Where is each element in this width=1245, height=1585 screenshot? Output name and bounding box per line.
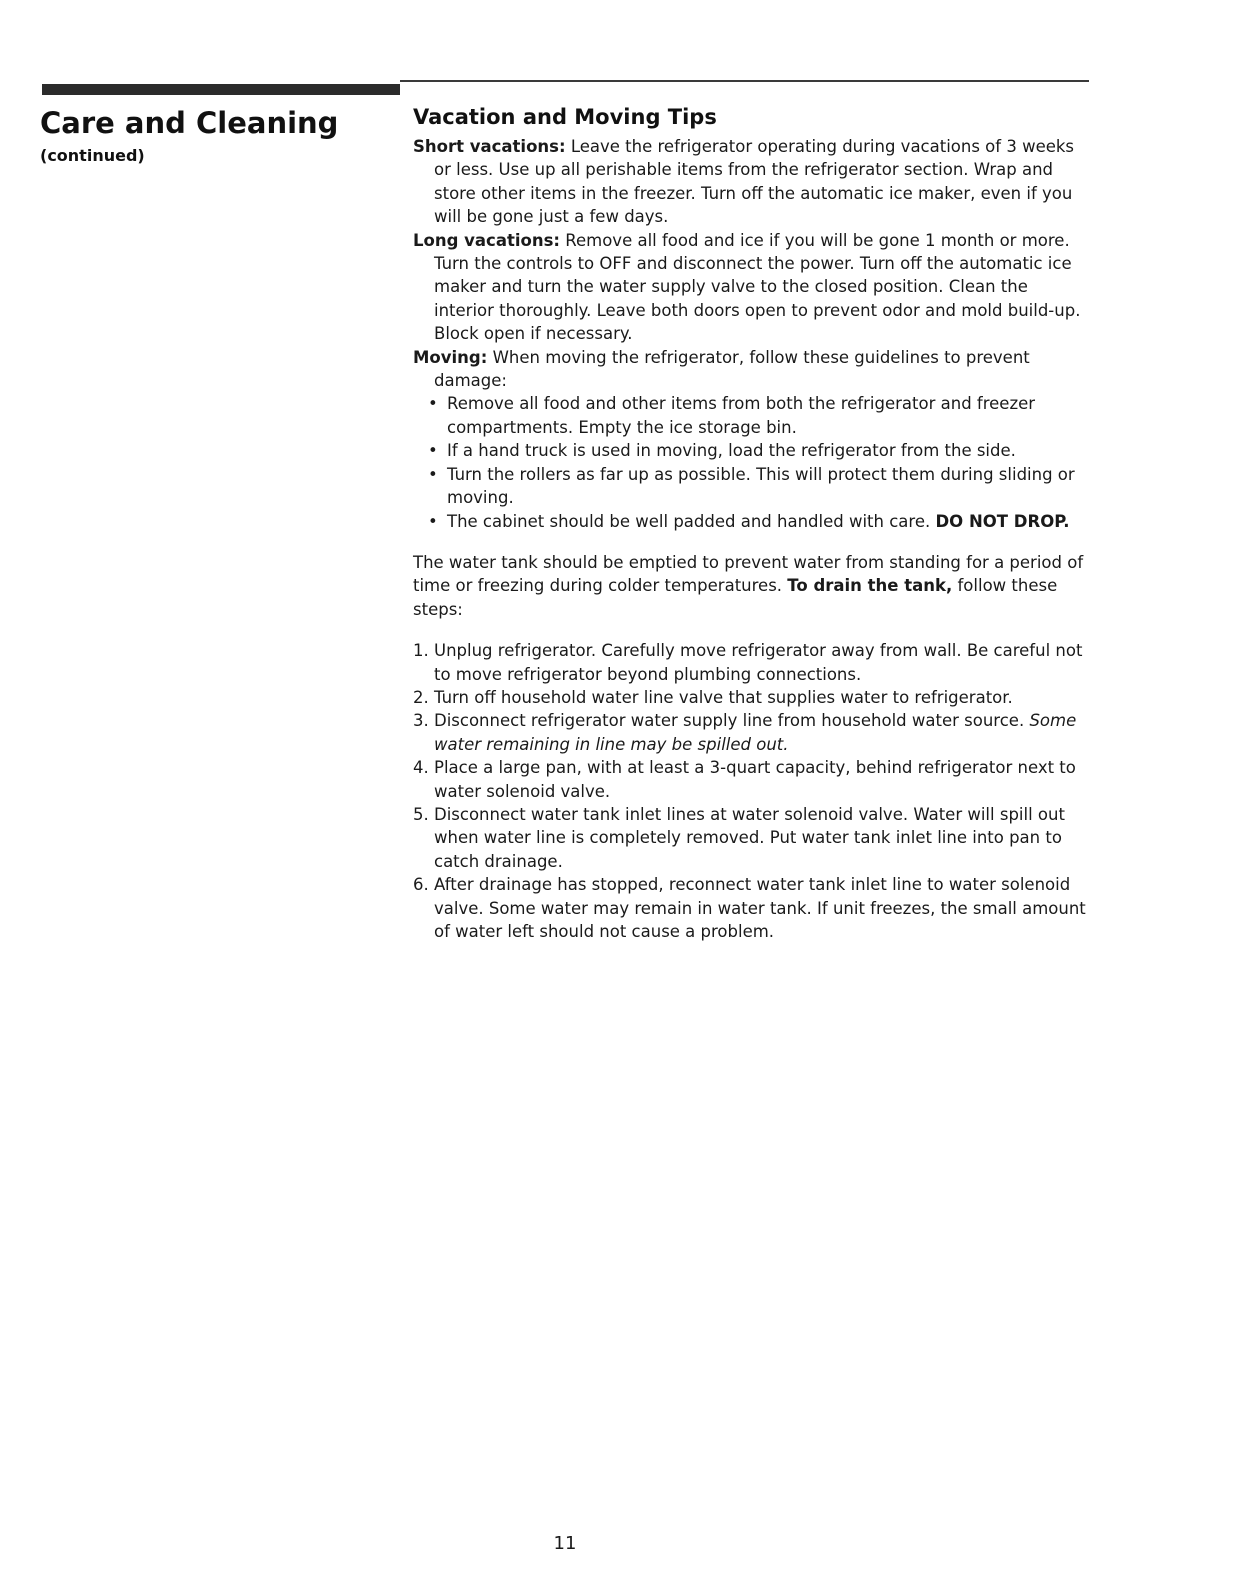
drain-step — [413, 803, 1089, 873]
long-vacations-label: Long vacations: — [413, 230, 561, 250]
header-rule-thin — [400, 80, 1089, 82]
bullet-icon: • — [428, 441, 438, 461]
vacation-moving-heading: Vacation and Moving Tips — [413, 105, 717, 129]
tank-intro-text: The water tank should be emptied to prevent water from standing for a period of time or freezing during colder temperatures. — [413, 552, 1084, 596]
bullet-text: If a hand truck is used in moving, load the refrigerator from the side. — [447, 441, 1016, 461]
moving-text: When moving the refrigerator, follow these guidelines to prevent damage: — [434, 347, 1030, 391]
step-text: Disconnect refrigerator water supply line from household water source. — [434, 711, 1025, 731]
short-vacations-text: Leave the refrigerator operating during vacations of 3 weeks or less. Use up all perishable items from the refrigerator section. Wrap and store other items in the freezer. Turn off the automatic ice maker, even if you will be gone just a few days. — [434, 137, 1075, 227]
header-rule-thick — [42, 84, 400, 95]
moving-bullet-list — [413, 392, 1089, 532]
short-vacations-label: Short vacations: — [413, 137, 566, 156]
section-header — [40, 104, 380, 165]
moving-label: Moving: — [413, 347, 488, 367]
short-vacations-paragraph — [413, 135, 1089, 229]
bullet-icon: • — [428, 394, 438, 414]
do-not-drop-warning: DO NOT DROP. — [935, 511, 1070, 531]
step-note: Some water remaining in line may be spilled out. — [434, 711, 1077, 754]
long-vacations-paragraph — [413, 229, 1089, 346]
step-number: 3. — [413, 711, 429, 731]
step-text: Place a large pan, with at least a 3-quart capacity, behind refrigerator next to water solenoid valve. — [434, 758, 1076, 801]
bullet-text: Remove all food and other items from both the refrigerator and freezer compartments. Empty the ice storage bin. — [447, 394, 1036, 437]
step-number: 1. — [413, 641, 429, 661]
step-text: After drainage has stopped, reconnect water tank inlet line to water solenoid valve. Some water may remain in water tank. If unit freezes, the small amount of water left should not cause a problem. — [434, 875, 1086, 941]
moving-bullet-item — [428, 510, 1089, 533]
drain-steps-list — [413, 639, 1089, 943]
section-subtitle: (continued) — [40, 146, 145, 165]
drain-step — [413, 639, 1089, 686]
step-text: Disconnect water tank inlet lines at water solenoid valve. Water will spill out when water line is completely removed. Put water tank inlet line into pan to catch drainage. — [434, 804, 1065, 871]
section-title: Care and Cleaning — [40, 106, 339, 140]
bullet-icon: • — [428, 464, 438, 484]
tank-intro-text-after: follow these steps: — [413, 576, 1058, 619]
step-number: 4. — [413, 758, 429, 778]
step-number: 6. — [413, 875, 429, 895]
step-text: Unplug refrigerator. Carefully move refrigerator away from wall. Be careful not to move refrigerator beyond plumbing connections. — [434, 641, 1083, 684]
bullet-text: Turn the rollers as far up as possible. This will protect them during sliding or moving. — [447, 464, 1075, 508]
main-content — [413, 104, 1089, 943]
drain-step — [413, 873, 1089, 943]
bullet-icon: • — [428, 511, 438, 531]
drain-step — [413, 756, 1089, 803]
page-number: 11 — [553, 1533, 577, 1554]
tank-intro-paragraph — [413, 551, 1089, 621]
step-number: 2. — [413, 687, 429, 707]
moving-bullet-item — [428, 463, 1089, 510]
moving-paragraph — [413, 346, 1089, 393]
step-text: Turn off household water line valve that supplies water to refrigerator. — [434, 687, 1013, 707]
moving-bullet-item — [428, 392, 1089, 439]
drain-tank-label: To drain the tank, — [787, 576, 953, 596]
step-number: 5. — [413, 804, 429, 824]
drain-step — [413, 709, 1089, 756]
moving-bullet-item — [428, 439, 1089, 462]
bullet-text: The cabinet should be well padded and handled with care. — [447, 511, 931, 531]
long-vacations-text: Remove all food and ice if you will be gone 1 month or more. Turn the controls to OFF and disconnect the power. Turn off the automatic ice maker and turn the water supply valve to the closed position. Clean the interior thoroughly. Leave both doors open to prevent odor and mold build-up. Block open if necessary. — [434, 230, 1081, 344]
drain-step — [413, 686, 1089, 709]
